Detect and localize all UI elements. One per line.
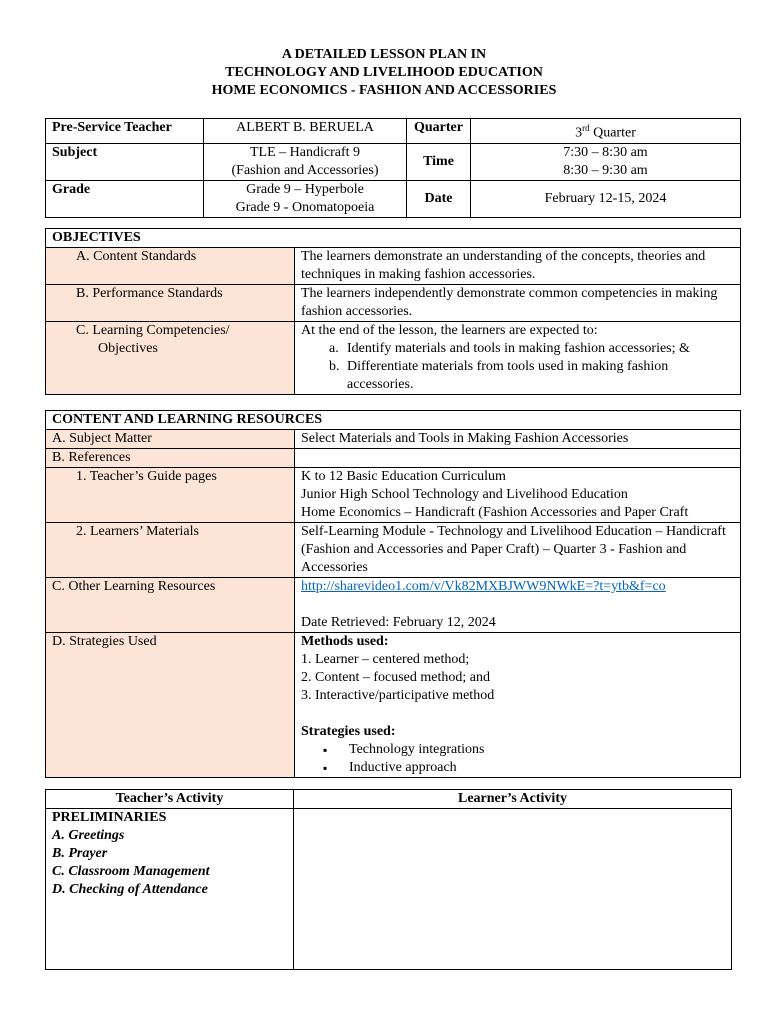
date-retrieved: Date Retrieved: February 12, 2024 [301,615,496,630]
references-label: B. References [46,449,295,468]
references-value [295,449,741,468]
learner-activity-cell [294,809,732,970]
objectives-table [45,228,741,395]
content-standards-label: A. Content Standards [46,248,295,285]
teachers-guide-value [295,468,741,523]
title-line-2: TECHNOLOGY AND LIVELIHOOD EDUCATION [225,65,543,80]
preliminaries-heading: PRELIMINARIES [52,810,167,825]
strategy-item: ▪ Technology integrations [349,741,734,759]
teacher-value: ALBERT B. BERUELA [204,119,407,144]
learning-competencies-text [295,322,741,395]
quarter-number: 3 [575,125,583,141]
learners-materials-value: Self-Learning Module - Technology and Livelihood Education – Handicraft (Fashion and Accessories and Paper Craft) – Quarter 3 - Fashion and Accessories [295,523,741,578]
quarter-label: Quarter [407,119,471,144]
content-header: CONTENT AND LEARNING RESOURCES [46,411,741,430]
strategies-list [301,741,734,777]
competencies-intro: At the end of the lesson, the learners are expected to: [301,323,598,338]
grade-line-2: Grade 9 - Onomatopoeia [235,199,375,215]
subject-matter-label: A. Subject Matter [46,430,295,449]
strategies-title: Strategies used: [301,724,396,739]
competencies-label-line-1: C. Learning Competencies/ [76,323,230,338]
date-value: February 12-15, 2024 [471,180,741,217]
teacher-activity-header: Teacher’s Activity [46,790,294,809]
activities-table [45,789,732,970]
learning-competencies-label [46,322,295,395]
quarter-word: Quarter [589,125,636,141]
date-label: Date [407,180,471,217]
objective-marker: b. [329,359,340,374]
quarter-superscript: rd [582,123,590,133]
subject-value [204,143,407,180]
objectives-list [301,340,734,394]
method-item: 1. Learner – centered method; [301,652,470,667]
subject-line-1: TLE – Handicraft 9 [249,144,360,160]
grade-label: Grade [46,180,204,217]
strategies-label: D. Strategies Used [46,633,295,778]
tg-line-1: K to 12 Basic Education Curriculum [301,469,506,484]
teacher-activity-cell [46,809,294,970]
resource-link[interactable]: http://sharevideo1.com/v/Vk82MXBJWW9NWkE=?t=ytb&f=co [301,579,666,594]
quarter-value [471,119,741,144]
title-line-3: HOME ECONOMICS - FASHION AND ACCESSORIES [211,83,557,98]
time-label: Time [407,143,471,180]
objective-item [301,358,734,394]
tg-line-2: Junior High School Technology and Livelihood Education [301,487,628,502]
learner-activity-header: Learner’s Activity [294,790,732,809]
info-table [45,118,741,218]
title-line-1: A DETAILED LESSON PLAN IN [281,47,487,62]
performance-standards-text: The learners independently demonstrate common competencies in making fashion accessories. [295,285,741,322]
objective-text: Identify materials and tools in making fashion accessories; & [347,341,690,356]
subject-label: Subject [46,143,204,180]
strategies-value [295,633,741,778]
performance-standards-label: B. Performance Standards [46,285,295,322]
content-resources-table [45,410,741,778]
time-value [471,143,741,180]
subject-line-2: (Fashion and Accessories) [231,162,379,178]
objective-text: Differentiate materials from tools used in making fashion accessories. [347,359,669,392]
other-resources-value [295,578,741,633]
method-item: 2. Content – focused method; and [301,670,490,685]
methods-title: Methods used: [301,634,389,649]
teacher-label: Pre-Service Teacher [46,119,204,144]
competencies-label-line-2: Objectives [98,341,158,356]
objective-marker: a. [329,341,339,356]
greetings-item: A. Greetings [52,828,125,843]
objectives-header: OBJECTIVES [46,229,741,248]
strategy-item: ▪ Inductive approach [349,759,734,777]
time-line-1: 7:30 – 8:30 am [563,144,648,160]
grade-line-1: Grade 9 – Hyperbole [246,181,364,197]
attendance-item: D. Checking of Attendance [52,882,208,897]
tg-line-3: Home Economics – Handicraft (Fashion Accessories and Paper Craft [301,505,689,520]
content-standards-text: The learners demonstrate an understanding of the concepts, theories and techniques in making fashion accessories. [295,248,741,285]
objective-item [301,340,734,358]
classroom-management-item: C. Classroom Management [52,864,210,879]
method-item: 3. Interactive/participative method [301,688,495,703]
time-line-2: 8:30 – 9:30 am [563,162,648,178]
prayer-item: B. Prayer [52,846,108,861]
other-resources-label: C. Other Learning Resources [46,578,295,633]
grade-value [204,180,407,217]
document-title [0,46,768,100]
teachers-guide-label: 1. Teacher’s Guide pages [46,468,295,523]
subject-matter-value: Select Materials and Tools in Making Fashion Accessories [295,430,741,449]
learners-materials-label: 2. Learners’ Materials [46,523,295,578]
